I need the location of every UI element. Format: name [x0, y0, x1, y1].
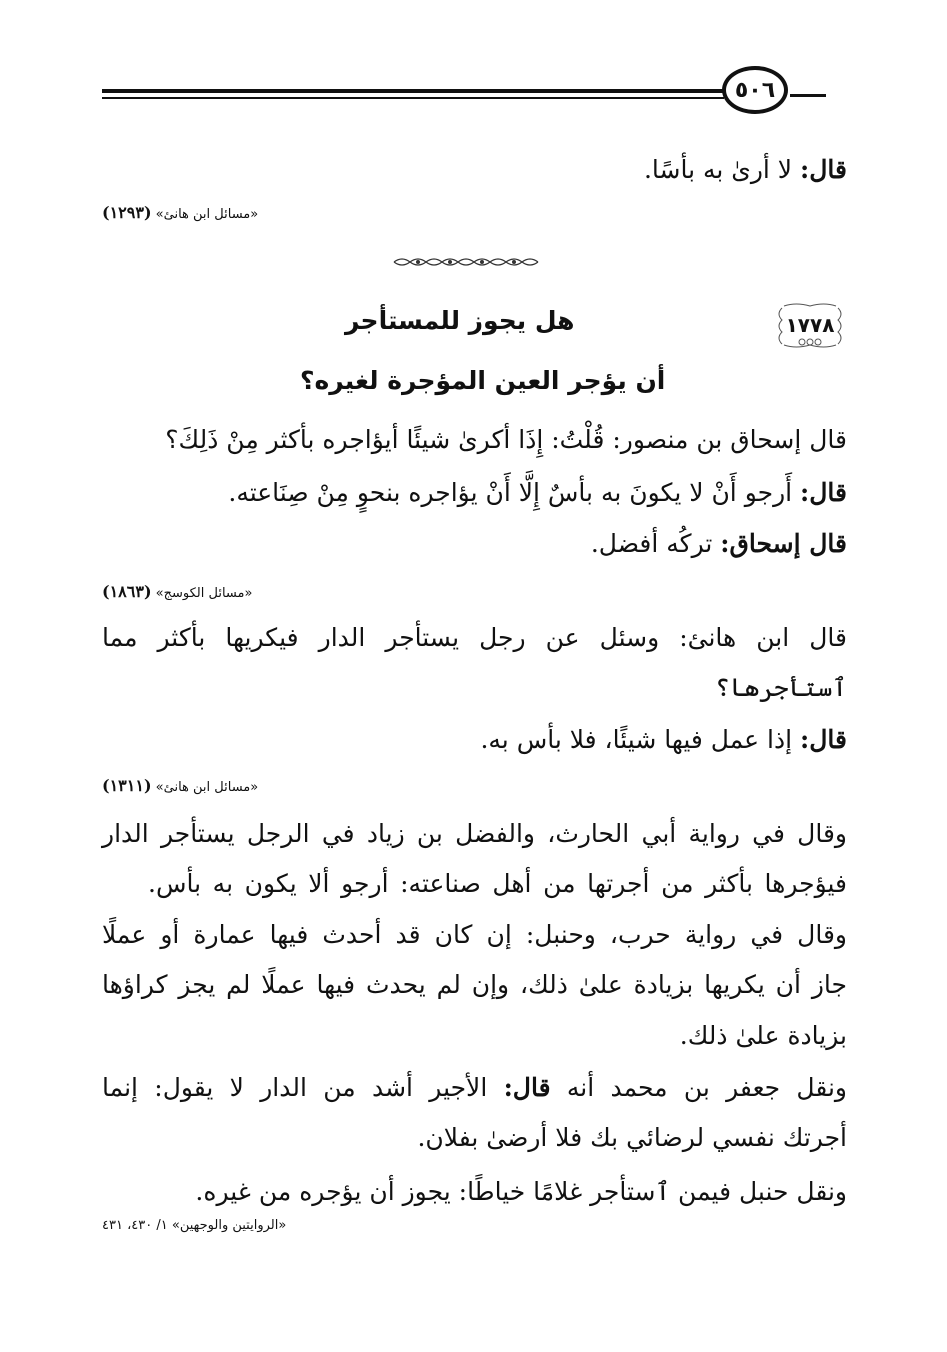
section-number-badge	[772, 302, 848, 348]
reference-number: (١٣١١)	[102, 776, 152, 795]
section-title: هل يجوز للمستأجر	[345, 306, 575, 335]
page-number: ٥٠٦	[722, 66, 788, 114]
reference-source: «مسائل ابن هانئ»	[155, 207, 259, 222]
paragraph-line: ونقل حنبل فيمن ٱستأجر غلامًا خياطًا: يجوز أن يؤجره من غيره.	[195, 1177, 847, 1206]
paragraph-line: ٱستأجرها؟	[715, 673, 847, 702]
answer-line	[480, 720, 847, 760]
source-reference	[102, 1218, 286, 1233]
header-rule	[102, 89, 724, 93]
header-rule-thin	[102, 97, 724, 99]
paragraph-line: قال ابن هانئ: وسئل عن رجل يستأجر الدار فيكريها بأكثر مما	[102, 623, 847, 652]
paragraph-line: وقال في رواية أبي الحارث، والفضل بن زياد في الرجل يستأجر الدار	[102, 819, 847, 848]
paragraph-line: أجرتك نفسي لرضائي بك فلا أرضىٰ بفلان.	[417, 1123, 847, 1152]
paragraph-line: بزيادة علىٰ ذلك.	[679, 1021, 847, 1050]
speaker-label: قال:	[800, 478, 847, 507]
paragraph-line: جاز أن يكريها بزيادة علىٰ ذلك، وإن لم يحدث فيها عملًا لم يجز كراؤها	[102, 970, 847, 999]
paragraph-text: الأجير أشد من الدار لا يقول: إنما	[102, 1073, 504, 1102]
answer-text: لا أرىٰ به بأسًا.	[643, 155, 801, 184]
reference-number: (١٢٩٣)	[102, 203, 152, 222]
answer-line	[644, 150, 847, 190]
source-reference	[102, 203, 258, 222]
reference-source: «مسائل ابن هانئ»	[155, 780, 259, 795]
speaker-label: قال:	[503, 1073, 551, 1102]
source-reference	[102, 582, 252, 601]
section-subtitle: أن يؤجر العين المؤجرة لغيره؟	[300, 366, 666, 395]
reference-source: «مسائل الكوسج»	[155, 586, 253, 601]
answer-text: إذا عمل فيها شيئًا، فلا بأس به.	[480, 725, 801, 754]
speaker-label: قال:	[800, 725, 847, 754]
paragraph-line	[102, 1068, 847, 1108]
question-line: قال إسحاق بن منصور: قُلْتُ: إِذَا أكرىٰ شيئًا أيؤاجره بأكثر مِنْ ذَلِكَ؟	[165, 425, 847, 454]
paragraph-text: ونقل جعفر بن محمد أنه	[550, 1073, 848, 1102]
answer-text: أَرجو أَنْ لا يكونَ به بأسٌ إِلَّا أَنْ يؤاجره بنحوٍ مِنْ صِنَاعته.	[228, 478, 801, 507]
speaker-label: قال:	[800, 155, 847, 184]
ornament-divider-icon	[392, 255, 540, 269]
section-number: ١٧٧٨	[785, 313, 835, 337]
source-reference	[102, 776, 258, 795]
paragraph-line: فيؤجرها بأكثر من أجرتها من أهل صناعته: أرجو ألا يكون به بأس.	[148, 869, 847, 898]
answer-text: تركُه أفضل.	[590, 529, 721, 558]
answer-line	[591, 524, 847, 564]
reference-source: «الروايتين والوجهين» ١/ ٤٣٠، ٤٣١	[102, 1218, 287, 1233]
reference-number: (١٨٦٣)	[102, 582, 152, 601]
paragraph-line: وقال في رواية حرب، وحنبل: إن كان قد أحدث فيها عمارة أو عملًا	[102, 920, 847, 949]
answer-line	[228, 473, 847, 513]
speaker-label: قال إسحاق:	[720, 529, 847, 558]
header-rule-tail	[790, 94, 826, 97]
